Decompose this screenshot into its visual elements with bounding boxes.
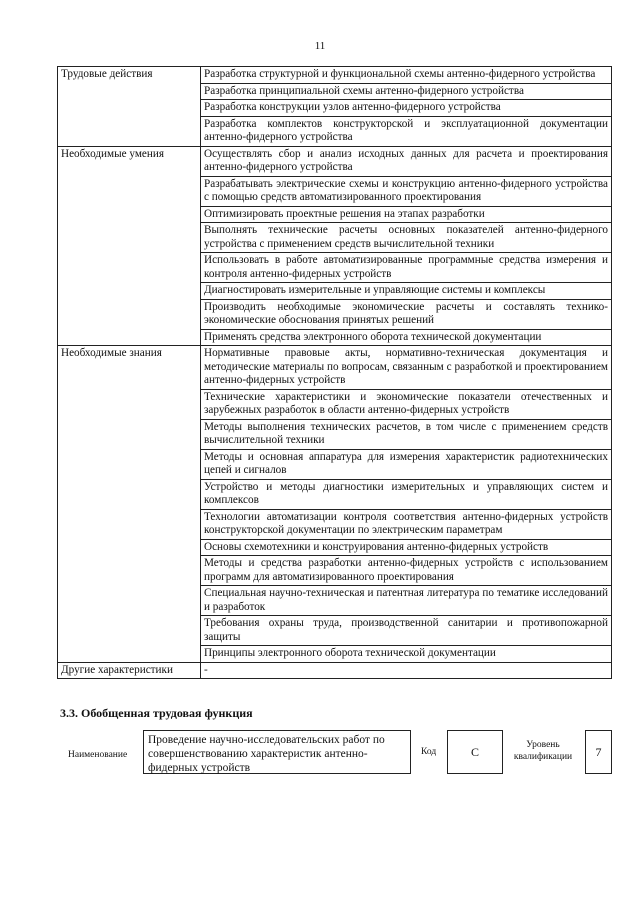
row-item: Производить необходимые экономические расчеты и составлять технико-экономические обоснования принятых решений: [201, 299, 612, 329]
row-item: Требования охраны труда, производственной санитарии и противопожарной защиты: [201, 616, 612, 646]
qualification-level-label: Уровень квалификации: [513, 740, 573, 762]
table-row: [58, 346, 612, 390]
row-item: Технологии автоматизации контроля соответствия антенно-фидерных устройств конструкторской документации по электрическим параметрам: [201, 509, 612, 539]
row-item: Методы и основная аппаратура для измерения характеристик радиотехнических цепей и сигналов: [201, 449, 612, 479]
table-row: [58, 662, 612, 679]
row-item: Разработка структурной и функциональной схемы антенно-фидерного устройства: [201, 67, 612, 84]
row-item: Оптимизировать проектные решения на этапах разработки: [201, 206, 612, 223]
row-label: Необходимые умения: [58, 146, 201, 346]
section-title: 3.3. Обобщенная трудовая функция: [60, 706, 253, 720]
row-item: Основы схемотехники и конструирования антенно-фидерных устройств: [201, 539, 612, 556]
row-item: Разработка принципиальной схемы антенно-фидерного устройства: [201, 83, 612, 100]
row-label: Трудовые действия: [58, 67, 201, 147]
function-code-box: C: [447, 730, 503, 774]
row-item: Нормативные правовые акты, нормативно-техническая документация и методические материалы по вопросам, связанным с разработкой и проектированием антенно-фидерных устройств: [201, 346, 612, 390]
row-item: -: [201, 662, 612, 679]
row-item: Применять средства электронного оборота технической документации: [201, 329, 612, 346]
row-item: Специальная научно-техническая и патентная литература по тематике исследований и разработок: [201, 586, 612, 616]
row-item: Разработка комплектов конструкторской и эксплуатационной документации антенно-фидерного устройства: [201, 116, 612, 146]
row-item: Осуществлять сбор и анализ исходных данных для расчета и проектирования антенно-фидерного устройства: [201, 146, 612, 176]
row-item: Методы и средства разработки антенно-фидерных устройств с использованием программ для автоматизированного проектирования: [201, 556, 612, 586]
row-label: Другие характеристики: [58, 662, 201, 679]
row-item: Диагностировать измерительные и управляющие системы и комплексы: [201, 283, 612, 300]
row-item: Выполнять технические расчеты основных показателей антенно-фидерного устройства с применением средств вычислительной техники: [201, 223, 612, 253]
row-item: Разработка конструкции узлов антенно-фидерного устройства: [201, 100, 612, 117]
competency-table: [57, 66, 612, 679]
row-item: Разрабатывать электрические схемы и конструкцию антенно-фидерного устройства с помощью средств автоматизированного проектирования: [201, 176, 612, 206]
table-row: [58, 146, 612, 176]
row-item: Использовать в работе автоматизированные программные средства измерения и контроля антенно-фидерных устройств: [201, 253, 612, 283]
row-item: Принципы электронного оборота технической документации: [201, 646, 612, 663]
row-label: Необходимые знания: [58, 346, 201, 663]
page-number: 11: [314, 40, 326, 52]
row-item: Технические характеристики и экономические показатели отечественных и зарубежных разработок в области антенно-фидерных устройств: [201, 389, 612, 419]
row-item: Методы выполнения технических расчетов, в том числе с применением средств вычислительной техники: [201, 419, 612, 449]
table-row: [58, 67, 612, 84]
qualification-level-box: 7: [585, 730, 612, 774]
row-item: Устройство и методы диагностики измерительных и управляющих систем и комплексов: [201, 479, 612, 509]
code-label: Код: [421, 747, 437, 757]
function-name-box: Проведение научно-исследовательских работ по совершенствованию характеристик антенно-фидерных устройств: [143, 730, 411, 774]
name-label: Наименование: [68, 750, 128, 760]
